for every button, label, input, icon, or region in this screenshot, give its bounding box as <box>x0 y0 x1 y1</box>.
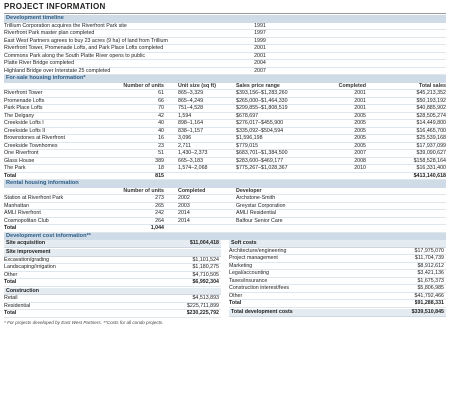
forsale-completed: 2001 <box>354 90 366 97</box>
rental-completed: 2014 <box>178 210 190 217</box>
rental-units: 242 <box>155 210 164 217</box>
timeline-event: Platte River Bridge completed <box>4 60 75 67</box>
rental-total-units: 1,044 <box>150 225 164 232</box>
rental-row <box>4 218 446 226</box>
construction-row <box>4 303 221 311</box>
soft-cost-value: $17,975,070 <box>414 247 444 254</box>
forsale-name: The Park <box>4 165 26 172</box>
forsale-price: $1,596,198 <box>236 135 263 142</box>
rental-header-row <box>4 188 446 196</box>
soft-cost-row <box>229 293 446 301</box>
forsale-row <box>4 120 446 128</box>
soft-costs-heading: Soft costs <box>229 240 446 248</box>
forsale-units: 16 <box>158 135 164 142</box>
forsale-col-size: Unit size (sq ft) <box>178 82 216 89</box>
forsale-units: 70 <box>158 105 164 112</box>
forsale-units: 40 <box>158 120 164 127</box>
forsale-size: 1,574–2,068 <box>178 165 208 172</box>
soft-cost-row <box>229 285 446 293</box>
devcost-grid <box>4 240 446 317</box>
forsale-row <box>4 98 446 106</box>
forsale-price: $683,701–$1,384,500 <box>236 150 288 157</box>
forsale-row <box>4 128 446 136</box>
forsale-row <box>4 150 446 158</box>
rental-developer: AMLI Residential <box>236 210 277 217</box>
forsale-size: 865–4,249 <box>178 97 204 104</box>
forsale-total: $39,090,627 <box>416 150 446 157</box>
site-improvement-total-row <box>4 279 221 287</box>
forsale-price: $283,600–$469,177 <box>236 157 284 164</box>
rental-units: 264 <box>155 217 164 224</box>
rental-completed: 2003 <box>178 202 190 209</box>
site-improvement-value: $4,710,505 <box>192 271 219 278</box>
forsale-completed: 2001 <box>354 105 366 112</box>
site-improvement-value: $1,101,524 <box>192 256 219 263</box>
forsale-total: $17,937,099 <box>416 142 446 149</box>
timeline-event: Riverfront Tower, Promenade Lofts, and Park Place Lofts completed <box>4 45 164 52</box>
rental-heading: Rental housing information <box>4 180 446 188</box>
soft-cost-value: $3,421,136 <box>417 270 444 277</box>
forsale-row <box>4 90 446 98</box>
site-improvement-table <box>4 257 221 280</box>
rental-name: Manhattan <box>4 202 30 209</box>
rental-units: 265 <box>155 202 164 209</box>
forsale-price: $678,697 <box>236 112 259 119</box>
forsale-name: Promenade Lofts <box>4 97 45 104</box>
forsale-name: Creekside Townhomes <box>4 142 58 149</box>
total-development-costs-label: Total development costs <box>231 308 293 315</box>
timeline-heading: Development timeline <box>4 15 446 23</box>
timeline-year: 2001 <box>254 52 266 59</box>
devcost-heading: Development cost information** <box>4 233 446 241</box>
forsale-size: 865–3,329 <box>178 90 204 97</box>
forsale-col-total: Total sales <box>419 82 446 89</box>
timeline-row <box>4 68 446 76</box>
site-acquisition-value: $11,004,418 <box>189 240 219 247</box>
timeline-year: 2001 <box>254 45 266 52</box>
soft-cost-row <box>229 278 446 286</box>
timeline-event: Trillium Corporation acquires the Riverfront Park site <box>4 22 127 29</box>
forsale-units: 61 <box>158 90 164 97</box>
soft-cost-row <box>229 270 446 278</box>
forsale-row <box>4 158 446 166</box>
construction-total-label: Total <box>4 310 17 317</box>
site-improvement-total-label: Total <box>4 279 17 286</box>
construction-heading: Construction <box>4 288 221 296</box>
soft-cost-value: $1,675,373 <box>417 277 444 284</box>
forsale-total-label: Total <box>4 172 17 179</box>
site-improvement-row <box>4 272 221 280</box>
forsale-total: $16,331,400 <box>416 165 446 172</box>
timeline-table <box>4 23 446 76</box>
forsale-completed: 2005 <box>354 112 366 119</box>
rental-row <box>4 195 446 203</box>
construction-row <box>4 295 221 303</box>
soft-costs-table <box>229 248 446 301</box>
forsale-total: $16,465,700 <box>416 127 446 134</box>
rental-developer: Archstone-Smith <box>236 195 276 202</box>
forsale-name: Park Place Lofts <box>4 105 43 112</box>
soft-cost-value: $5,806,985 <box>417 285 444 292</box>
rental-name: Cosmopolitan Club <box>4 217 49 224</box>
soft-cost-label: Legal/accounting <box>229 270 270 277</box>
forsale-size: 751–4,528 <box>178 105 204 112</box>
rental-col-developer: Developer <box>236 187 262 194</box>
soft-cost-value: $11,704,739 <box>414 255 444 262</box>
total-development-costs-value: $339,510,845 <box>411 308 444 315</box>
site-improvement-total-value: $6,992,304 <box>192 279 219 286</box>
page-title: PROJECT INFORMATION <box>4 2 446 14</box>
forsale-size: 838–1,157 <box>178 127 204 134</box>
forsale-name: One Riverfront <box>4 150 39 157</box>
timeline-year: 1997 <box>254 30 266 37</box>
forsale-col-price: Sales price range <box>236 82 280 89</box>
soft-cost-value: $41,792,466 <box>414 292 444 299</box>
soft-cost-row <box>229 248 446 256</box>
forsale-row <box>4 135 446 143</box>
forsale-row <box>4 113 446 121</box>
forsale-total: $45,213,352 <box>416 90 446 97</box>
forsale-completed: 2008 <box>354 157 366 164</box>
timeline-row <box>4 60 446 68</box>
forsale-total: $40,885,902 <box>416 105 446 112</box>
timeline-event: Commons Park along the South Platte River opens to public <box>4 52 146 59</box>
soft-cost-row <box>229 255 446 263</box>
rental-row <box>4 210 446 218</box>
timeline-row <box>4 45 446 53</box>
rental-name: Station at Riverfront Park <box>4 195 64 202</box>
soft-costs-total-value: $91,288,331 <box>414 300 444 307</box>
rental-col-name <box>4 188 104 195</box>
timeline-row <box>4 38 446 46</box>
soft-costs-total-label: Total <box>229 300 242 307</box>
forsale-completed: 2005 <box>354 142 366 149</box>
timeline-event: Highland Bridge over Interstate 25 completed <box>4 67 111 74</box>
forsale-price: $393,156–$1,283,260 <box>236 90 288 97</box>
forsale-col-completed: Completed <box>338 82 366 89</box>
site-improvement-row <box>4 264 221 272</box>
construction-table <box>4 295 221 310</box>
forsale-size: 2,711 <box>178 142 191 149</box>
construction-total-value: $230,225,792 <box>186 310 219 317</box>
forsale-name: Creekside Lofts II <box>4 127 46 134</box>
forsale-completed: 2005 <box>354 127 366 134</box>
timeline-year: 2007 <box>254 67 266 74</box>
forsale-total-units: 815 <box>155 172 164 179</box>
forsale-row <box>4 165 446 173</box>
timeline-year: 2004 <box>254 60 266 67</box>
forsale-table <box>4 90 446 173</box>
forsale-total: $28,505,274 <box>416 112 446 119</box>
forsale-col-name <box>4 83 104 90</box>
forsale-name: Riverfront Tower <box>4 90 43 97</box>
forsale-size: 1,594 <box>178 112 192 119</box>
rental-total-row <box>4 225 446 233</box>
timeline-year: 1999 <box>254 37 266 44</box>
soft-cost-label: Other <box>229 292 243 299</box>
forsale-completed: 2005 <box>354 120 366 127</box>
rental-col-units: Number of units <box>123 187 164 194</box>
total-development-costs-row <box>229 309 446 317</box>
rental-units: 273 <box>155 195 164 202</box>
forsale-name: Glass House <box>4 157 35 164</box>
forsale-col-units: Number of units <box>123 82 164 89</box>
devcost-left-column <box>4 240 221 317</box>
construction-value: $225,711,899 <box>186 302 219 309</box>
timeline-event: Riverfront Park master plan completed <box>4 30 95 37</box>
forsale-name: The Delgany <box>4 112 35 119</box>
forsale-price: $276,017–$455,900 <box>236 120 284 127</box>
forsale-total: $50,193,192 <box>416 97 446 104</box>
forsale-completed: 2010 <box>354 165 366 172</box>
timeline-row <box>4 23 446 31</box>
forsale-size: 1,430–2,373 <box>178 150 208 157</box>
rental-completed: 2014 <box>178 217 190 224</box>
forsale-units: 40 <box>158 127 164 134</box>
forsale-name: Brownstones at Riverfront <box>4 135 65 142</box>
forsale-total: $25,539,168 <box>416 135 446 142</box>
timeline-event: East West Partners agrees to buy 23 acres (9 ha) of land from Trillium <box>4 37 168 44</box>
construction-total-row <box>4 310 221 318</box>
forsale-size: 665–3,183 <box>178 157 204 164</box>
rental-col-completed: Completed <box>178 187 206 194</box>
forsale-row <box>4 143 446 151</box>
site-improvement-heading: Site improvement <box>4 249 221 257</box>
rental-developer: Balfour Senior Care <box>236 217 283 224</box>
devcost-right-column <box>229 240 446 317</box>
forsale-total-row <box>4 173 446 181</box>
construction-value: $4,513,893 <box>192 295 219 302</box>
site-acquisition-row <box>4 240 221 248</box>
forsale-total: $158,528,164 <box>413 157 446 164</box>
forsale-price: $299,855–$1,808,519 <box>236 105 288 112</box>
timeline-row <box>4 53 446 61</box>
site-improvement-label: Excavation/grading <box>4 256 50 263</box>
forsale-completed: 2001 <box>354 97 366 104</box>
forsale-price: $265,000–$1,464,330 <box>236 97 288 104</box>
forsale-completed: 2005 <box>354 135 366 142</box>
forsale-name: Creekside Lofts I <box>4 120 44 127</box>
forsale-header-row <box>4 83 446 91</box>
forsale-units: 23 <box>158 142 164 149</box>
construction-label: Residential <box>4 302 31 309</box>
soft-cost-value: $8,912,612 <box>417 262 444 269</box>
forsale-price: $775,267–$1,028,367 <box>236 165 288 172</box>
site-improvement-label: Other <box>4 271 18 278</box>
rental-total-label: Total <box>4 225 17 232</box>
soft-costs-total-row <box>229 300 446 308</box>
construction-label: Retail <box>4 295 18 302</box>
soft-cost-row <box>229 263 446 271</box>
soft-cost-label: Taxes/insurance <box>229 277 268 284</box>
soft-cost-label: Construction interest/fees <box>229 285 290 292</box>
rental-name: AMLI Riverfront <box>4 210 41 217</box>
forsale-total-sales: $413,140,618 <box>413 172 446 179</box>
forsale-units: 18 <box>158 165 164 172</box>
forsale-units: 51 <box>158 150 164 157</box>
forsale-units: 66 <box>158 97 164 104</box>
forsale-total: $14,449,800 <box>416 120 446 127</box>
forsale-size: 898–1,164 <box>178 120 204 127</box>
site-improvement-value: $1,180,275 <box>192 264 219 271</box>
forsale-units: 42 <box>158 112 164 119</box>
site-acquisition-label: Site acquisition <box>6 240 46 247</box>
forsale-size: 3,096 <box>178 135 192 142</box>
rental-row <box>4 203 446 211</box>
forsale-row <box>4 105 446 113</box>
site-improvement-label: Landscaping/irrigation <box>4 264 56 271</box>
timeline-row <box>4 30 446 38</box>
forsale-completed: 2007 <box>354 150 366 157</box>
footnote: * For projects developed by East West Partners. **Costs for all condo projects. <box>4 319 164 325</box>
forsale-heading: For-sale housing information* <box>4 75 446 83</box>
soft-cost-label: Architecture/engineering <box>229 247 287 254</box>
rental-table <box>4 195 446 225</box>
forsale-price: $335,092–$504,594 <box>236 127 284 134</box>
soft-cost-label: Marketing <box>229 262 253 269</box>
site-improvement-row <box>4 257 221 265</box>
soft-cost-label: Project management <box>229 255 278 262</box>
timeline-year: 1991 <box>254 22 266 29</box>
rental-completed: 2002 <box>178 195 190 202</box>
rental-developer: Greystar Corporation <box>236 202 286 209</box>
forsale-price: $779,015 <box>236 142 259 149</box>
forsale-units: 389 <box>155 157 164 164</box>
